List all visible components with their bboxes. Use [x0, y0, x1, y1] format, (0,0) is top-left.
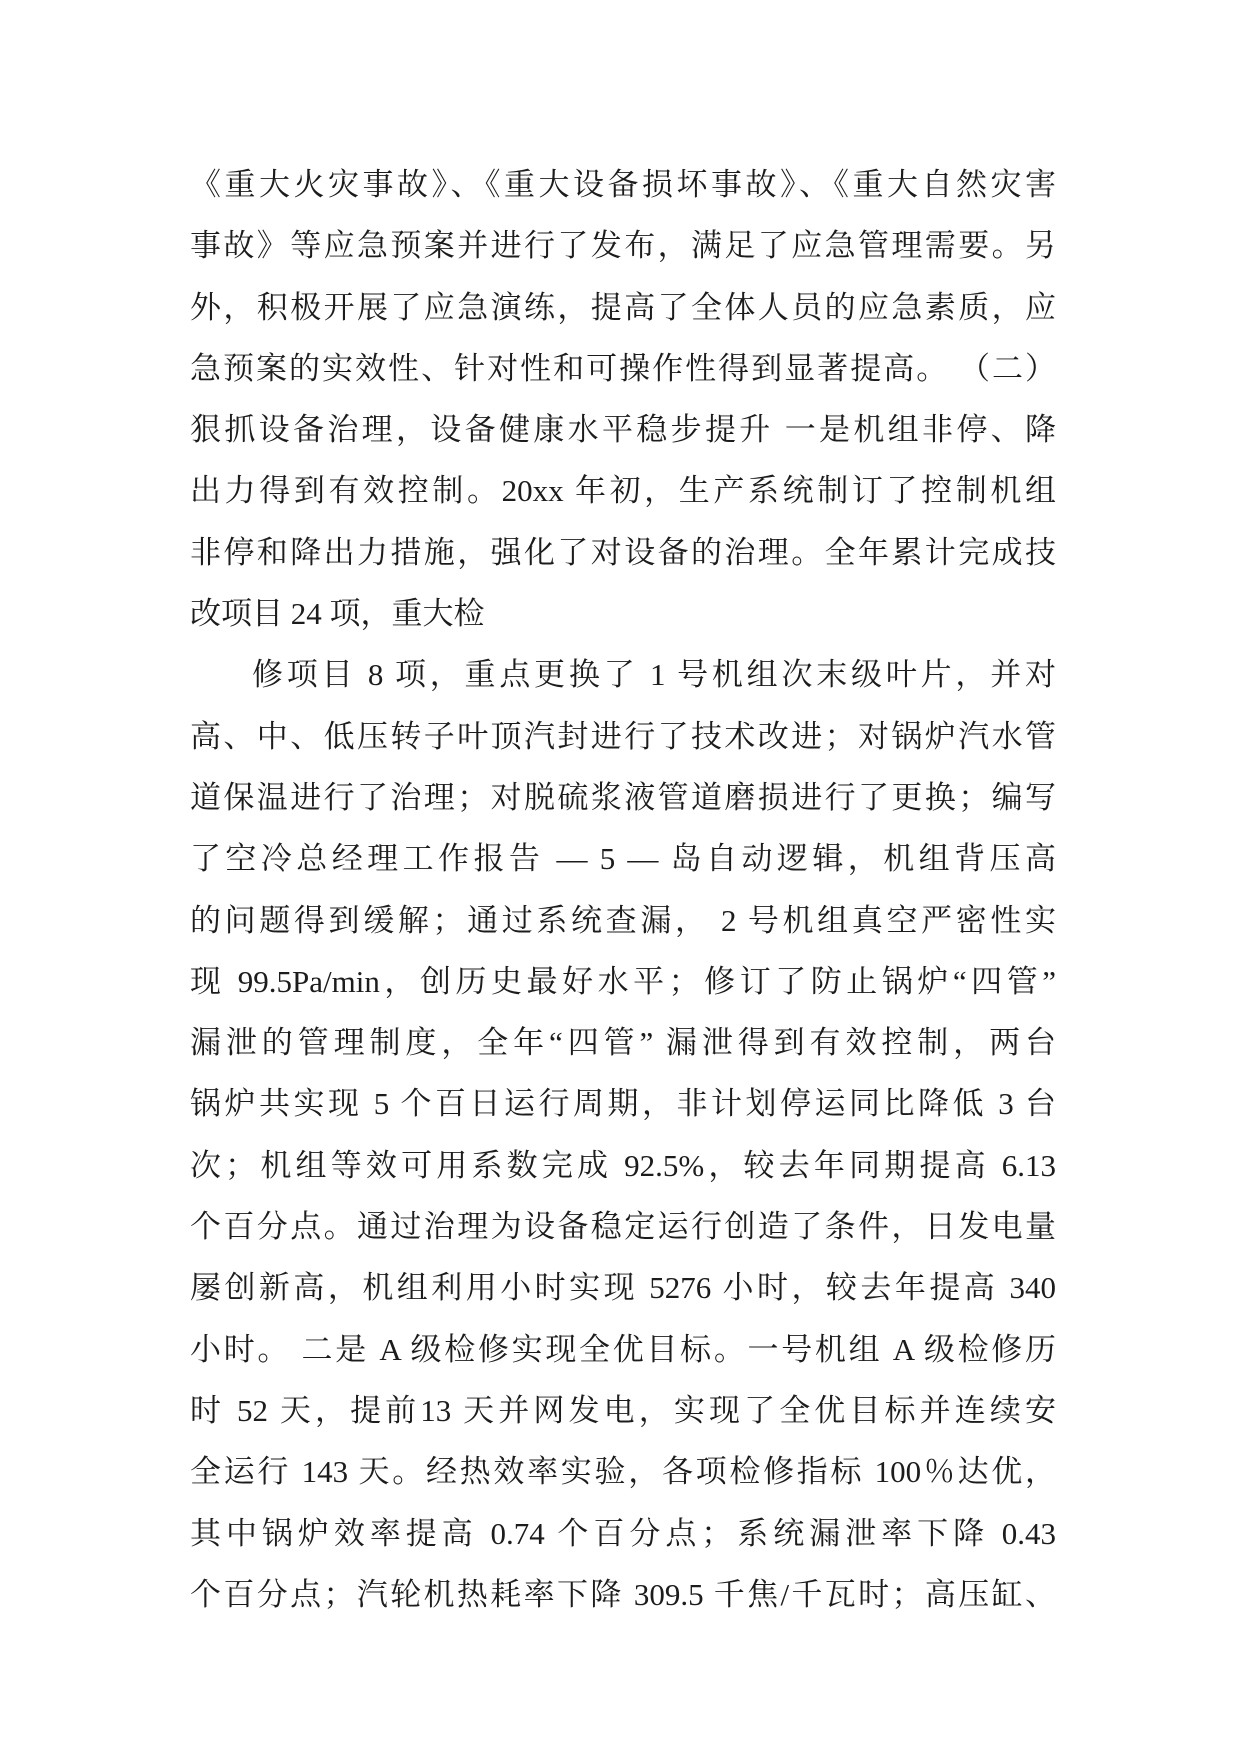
- text-line: 高、中、低压转子叶顶汽封进行了技术改进；对锅炉汽水管: [190, 718, 1056, 754]
- text-line: 个百分点；汽轮机热耗率下降 309.5 千焦/千瓦时；高压缸、: [190, 1576, 1056, 1612]
- text-line: 道保温进行了治理；对脱硫浆液管道磨损进行了更换；编写: [190, 779, 1056, 815]
- text-line: 急预案的实效性、针对性和可操作性得到显著提高。 （二）: [190, 350, 1056, 386]
- paragraph: [190, 154, 1056, 644]
- text-line: 外，积极开展了应急演练，提高了全体人员的应急素质，应: [190, 289, 1056, 325]
- text-line: 了空冷总经理工作报告 — 5 — 岛自动逻辑，机组背压高: [190, 841, 1056, 877]
- text-line: 锅炉共实现 5 个百日运行周期，非计划停运同比降低 3 台: [190, 1086, 1056, 1122]
- text-line: 次；机组等效可用系数完成 92.5%，较去年同期提高 6.13: [190, 1147, 1056, 1183]
- text-line: 漏泄的管理制度，全年“四管” 漏泄得到有效控制，两台: [190, 1025, 1056, 1061]
- text-line: 个百分点。通过治理为设备稳定运行创造了条件，日发电量: [190, 1209, 1056, 1245]
- document-body: [190, 154, 1056, 1625]
- text-line: 其中锅炉效率提高 0.74 个百分点；系统漏泄率下降 0.43: [190, 1515, 1056, 1551]
- text-line: 修项目 8 项，重点更换了 1 号机组次末级叶片，并对: [252, 657, 1056, 693]
- text-line: 出力得到有效控制。20xx 年初，生产系统制订了控制机组: [190, 473, 1056, 509]
- text-line: 非停和降出力措施，强化了对设备的治理。全年累计完成技: [190, 534, 1056, 570]
- text-line: 屡创新高，机组利用小时实现 5276 小时，较去年提高 340: [190, 1270, 1056, 1306]
- text-line: 改项目 24 项，重大检: [190, 596, 485, 632]
- text-line: 现 99.5Pa/min，创历史最好水平；修订了防止锅炉“四管”: [190, 963, 1056, 999]
- text-line: 的问题得到缓解；通过系统查漏， 2 号机组真空严密性实: [190, 902, 1056, 938]
- text-line: 小时。 二是 A 级检修实现全优目标。一号机组 A 级检修历: [190, 1331, 1056, 1367]
- text-line: 全运行 143 天。经热效率实验，各项检修指标 100％达优，: [190, 1454, 1056, 1490]
- paragraph: [190, 644, 1056, 1625]
- text-line: 事故》等应急预案并进行了发布，满足了应急管理需要。另: [190, 228, 1056, 264]
- text-line: 《重大火灾事故》、《重大设备损坏事故》、《重大自然灾害: [190, 167, 1056, 202]
- text-line: 狠抓设备治理，设备健康水平稳步提升 一是机组非停、降: [190, 412, 1056, 448]
- text-line: 时 52 天，提前13 天并网发电，实现了全优目标并连续安: [190, 1392, 1056, 1428]
